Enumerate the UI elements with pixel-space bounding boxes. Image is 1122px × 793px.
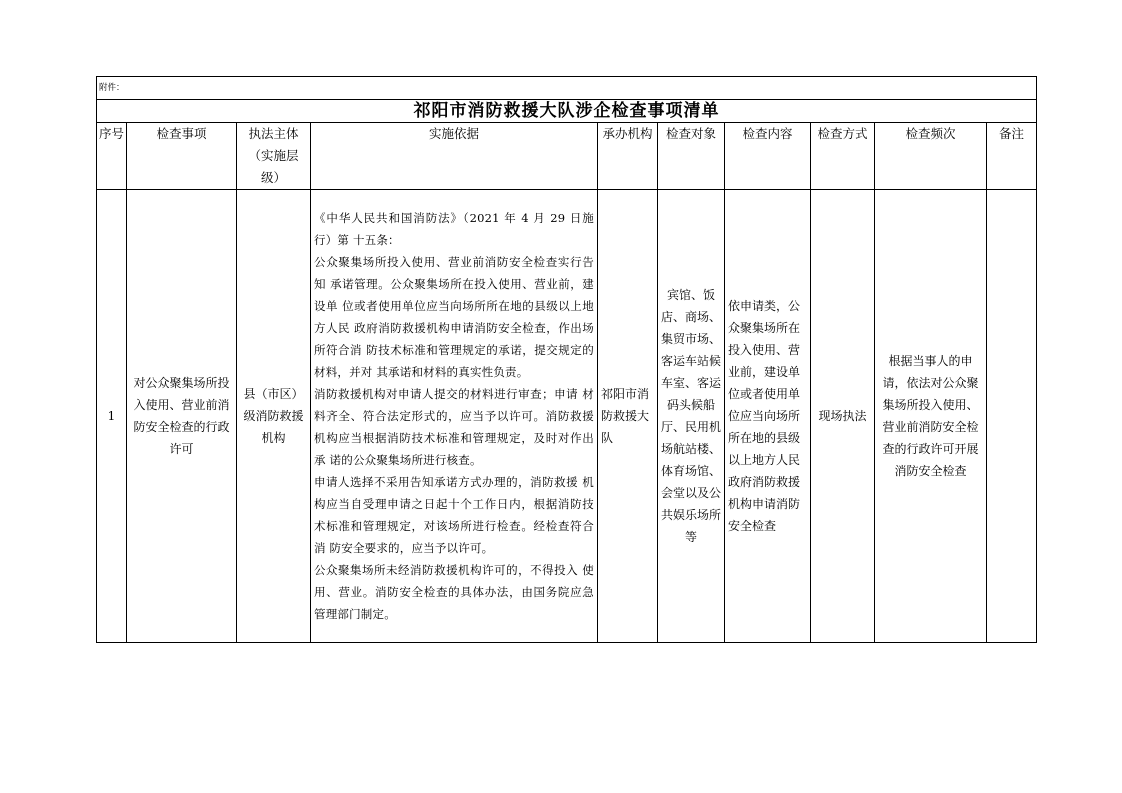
header-subject-line1: 执法主体 xyxy=(248,126,299,141)
header-item: 检查事项 xyxy=(127,123,237,190)
cell-subject xyxy=(237,190,311,643)
cell-frequency xyxy=(875,190,987,643)
cell-basis xyxy=(311,190,598,643)
inspection-table xyxy=(96,76,1037,643)
page-title: 祁阳市消防救援大队涉企检查事项清单 xyxy=(97,100,1037,123)
header-org: 承办机构 xyxy=(598,123,658,190)
basis-line: 公众聚集场所投入使用、营业前消防安全检查实行告知 承诺管理。公众聚集场所在投入使用、营业前，建设单 位或者使用单位应当向场所所在地的县级以上地方人民 政府消防救援机构申请消防安全检查，作出场所符合消 防技术标准和管理规定的承诺，提交规定的材料，并对 其承诺和材料的真实性负责。 xyxy=(314,255,594,379)
basis-line: 公众聚集场所未经消防救援机构许可的，不得投入 使用、营业。消防安全检查的具体办法，由国务院应急 管理部门制定。 xyxy=(314,563,594,621)
org-text: 祁阳市消防救援大队 xyxy=(601,387,650,445)
header-frequency: 检查频次 xyxy=(875,123,987,190)
basis-line: 申请人选择不采用告知承诺方式办理的，消防救援 机构应当自受理申请之日起十个工作日内，根据消防技 术标准和管理规定，对该场所进行检查。经检查符合消 防安全要求的，应当予以许可。 xyxy=(314,475,594,555)
cell-seq xyxy=(97,190,127,643)
frequency-text: 根据当事人的申请，依法对公众聚集场所投入使用、营业前消防安全检查的行政许可开展消防安全检查 xyxy=(882,354,979,478)
method-text: 现场执法 xyxy=(818,409,867,423)
cell-org xyxy=(598,190,658,643)
table-row xyxy=(97,190,1037,643)
header-row xyxy=(97,123,1037,190)
target-text: 宾馆、饭店、商场、集贸市场、客运车站候车室、客运码头候船厅、民用机场航站楼、体育场馆、会堂以及公共娱乐场所等 xyxy=(660,288,721,544)
basis-line: 消防救援机构对申请人提交的材料进行审查；申请 材料齐全、符合法定形式的，应当予以许可。消防救援 机构应当根据消防技术标准和管理规定，及时对作出承 诺的公众聚集场所进行核查。 xyxy=(314,387,594,467)
basis-line: 《中华人民共和国消防法》（2021 年 4 月 29 日施行）第 十五条： xyxy=(314,211,594,247)
attachment-row xyxy=(97,77,1037,100)
cell-remarks xyxy=(987,190,1037,643)
cell-item xyxy=(127,190,237,643)
header-subject xyxy=(237,123,311,190)
basis-text xyxy=(311,207,597,625)
seq-text: 1 xyxy=(107,409,116,423)
header-seq: 序号 xyxy=(97,123,127,190)
header-subject-line2: （实施层 xyxy=(248,148,299,163)
cell-method xyxy=(811,190,875,643)
document-page xyxy=(96,76,1036,643)
subject-text: 县（市区）级消防救援机构 xyxy=(243,387,304,445)
header-subject-line3: 级） xyxy=(260,170,286,185)
header-remarks: 备注 xyxy=(987,123,1037,190)
title-row xyxy=(97,100,1037,123)
cell-target xyxy=(658,190,725,643)
header-target: 检查对象 xyxy=(658,123,725,190)
header-method: 检查方式 xyxy=(811,123,875,190)
attachment-label: 附件： xyxy=(97,77,1037,100)
header-content: 检查内容 xyxy=(725,123,811,190)
item-text: 对公众聚集场所投入使用、营业前消防安全检查的行政许可 xyxy=(133,376,230,456)
content-text: 依申请类，公众聚集场所在投入使用、营业前，建设单位或者使用单位应当向场所所在地的县级以上地方人民政府消防救援机构申请消防安全检查 xyxy=(728,299,801,533)
header-basis: 实施依据 xyxy=(311,123,598,190)
cell-content xyxy=(725,190,811,643)
